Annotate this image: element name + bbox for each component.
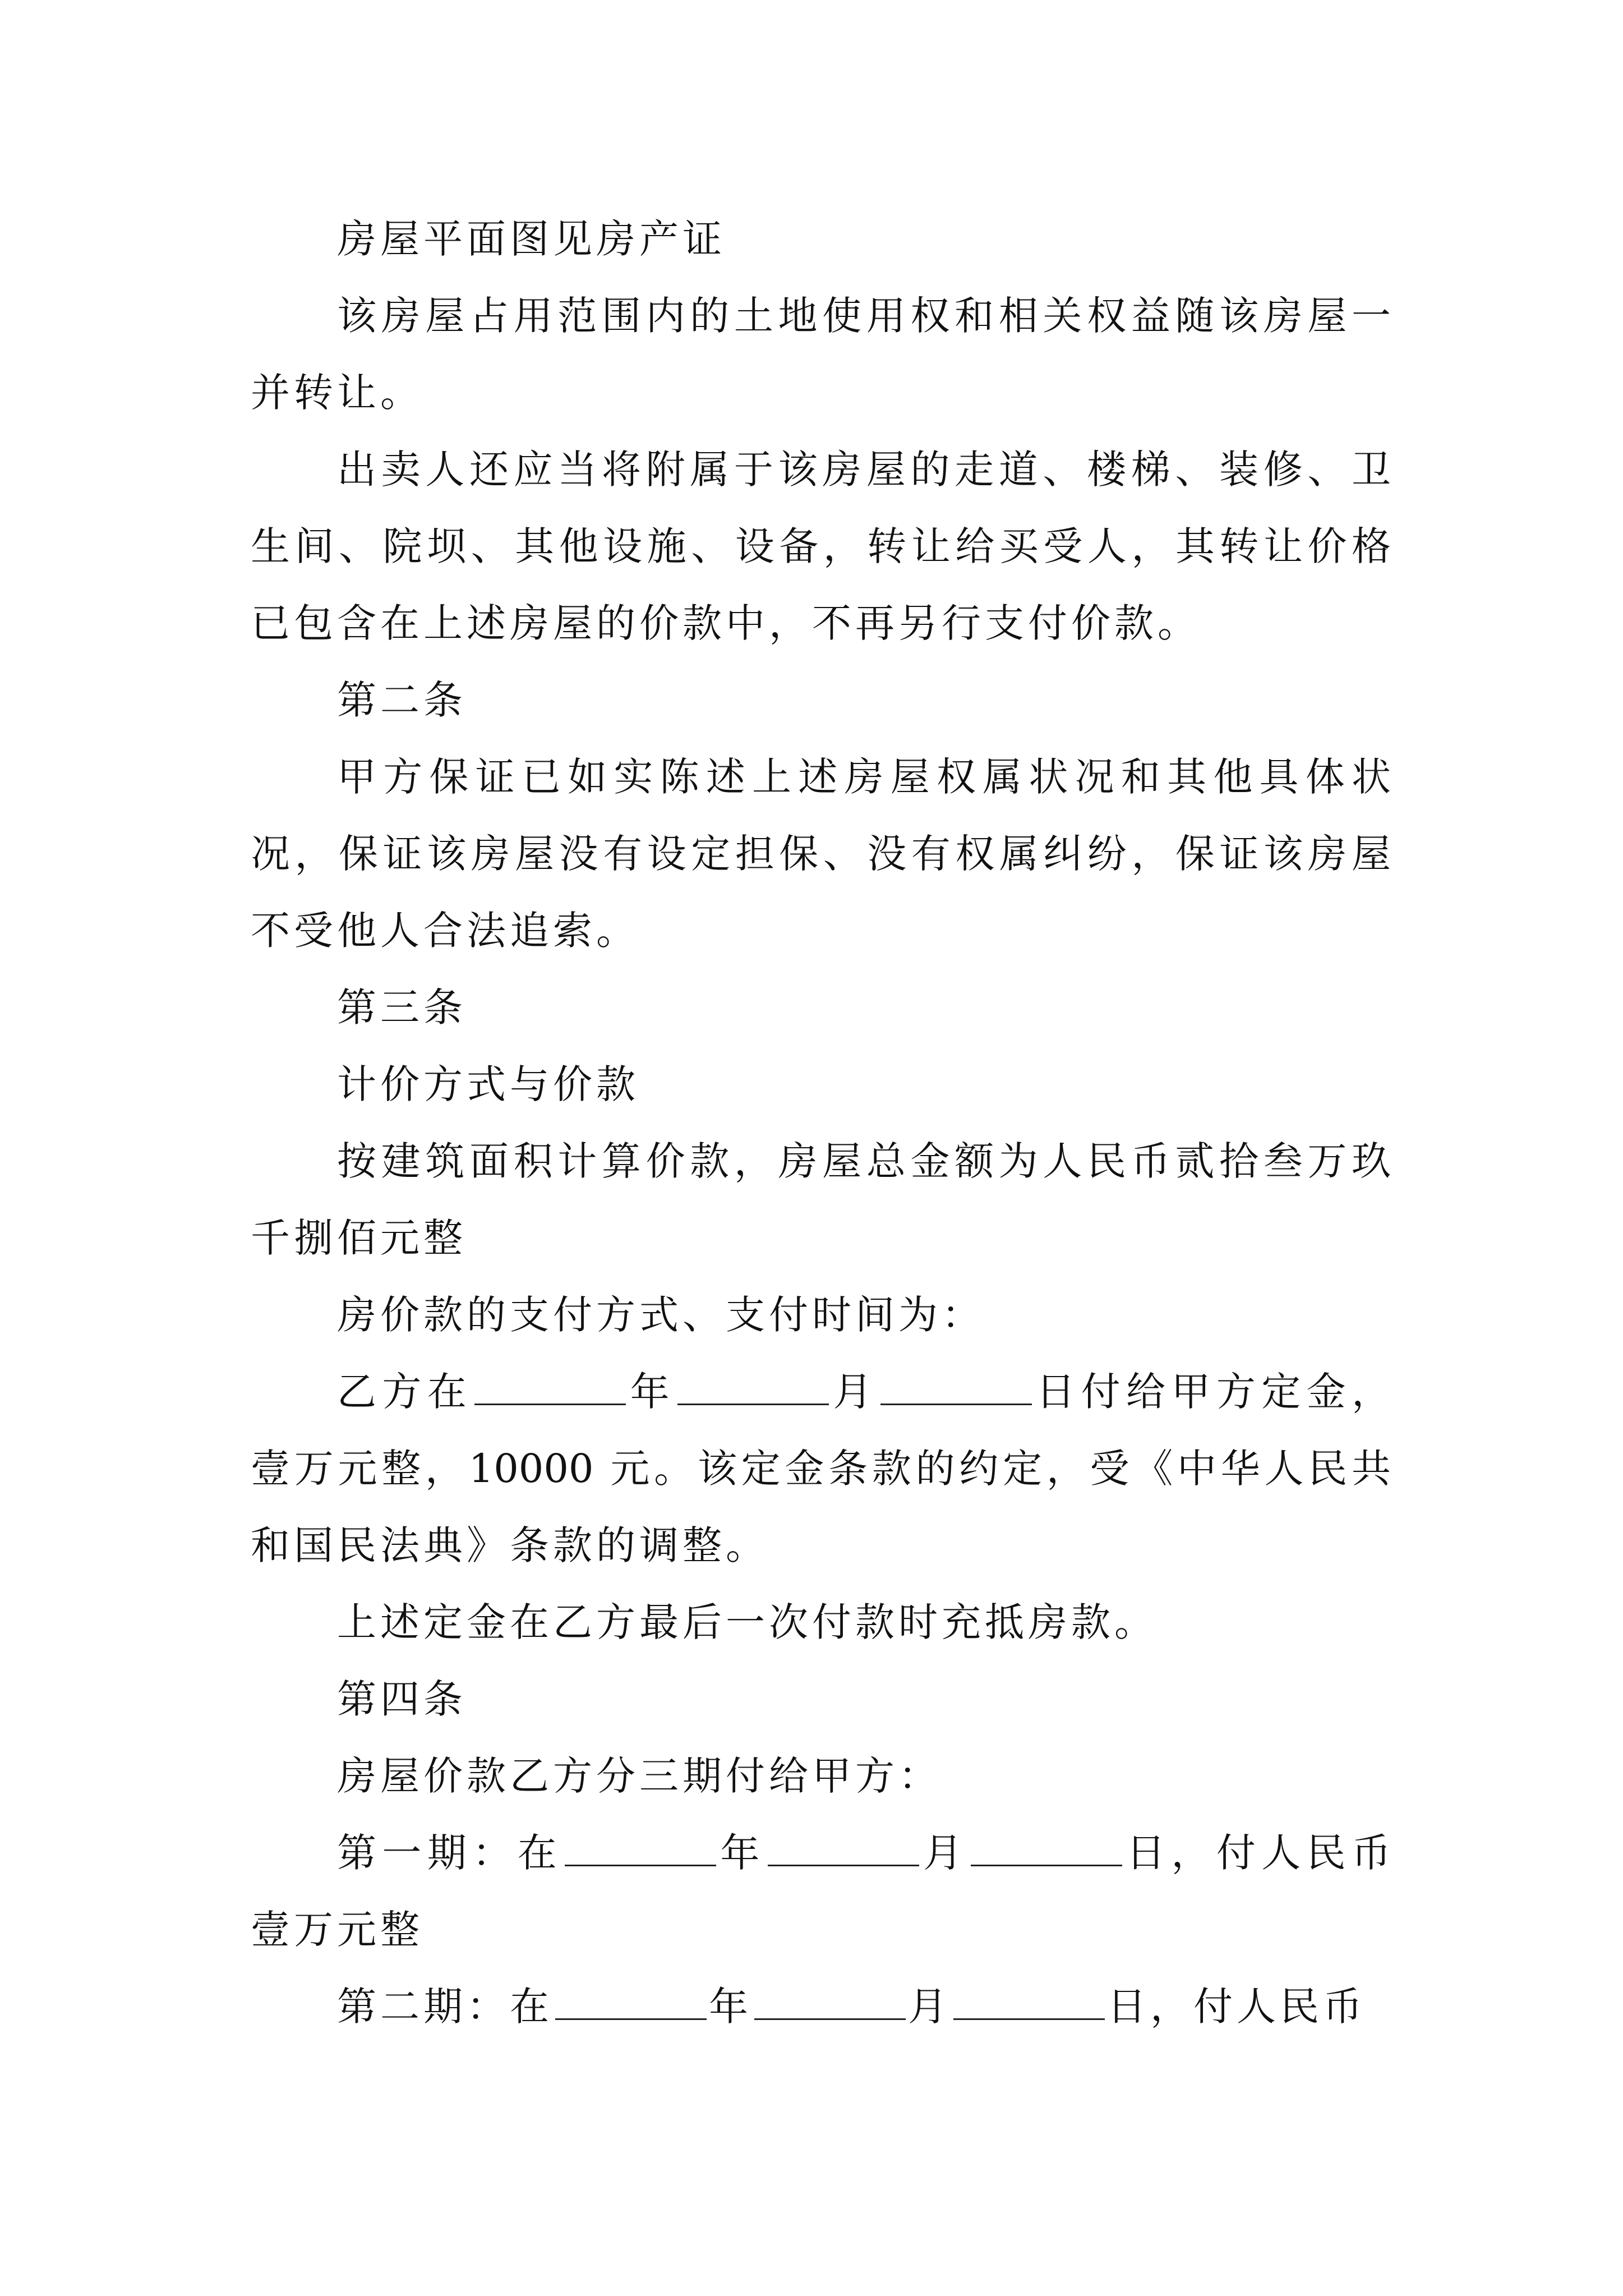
deposit-month-label: 月 xyxy=(831,1369,878,1415)
paragraph-installments: 房屋价款乙方分三期付给甲方： xyxy=(337,1753,942,1799)
installment-one-month-blank[interactable] xyxy=(768,1831,919,1866)
installment-one-year-blank[interactable] xyxy=(565,1831,716,1866)
deposit-suffix: 日付给甲方定金，壹万元整， xyxy=(251,1369,1395,1492)
installment-one-day-blank[interactable] xyxy=(971,1831,1122,1866)
installment-two-prefix: 第二期：在 xyxy=(337,1984,553,2030)
article-two-heading: 第二条 xyxy=(337,677,467,723)
paragraph-total-price: 按建筑面积计算价款，房屋总金额为人民币贰拾叁万玖千捌佰元整 xyxy=(251,1138,1395,1261)
installment-one-prefix: 第一期：在 xyxy=(337,1830,562,1876)
installment-two-month-label: 月 xyxy=(908,1984,951,2030)
paragraph-land-rights: 该房屋占用范围内的土地使用权和相关权益随该房屋一并转让。 xyxy=(251,293,1395,416)
paragraph-guarantee: 甲方保证已如实陈述上述房屋权属状况和其他具体状况，保证该房屋没有设定担保、没有权属纠纷，保证该房屋不受他人合法追索。 xyxy=(251,754,1395,954)
deposit-month-blank[interactable] xyxy=(677,1370,829,1405)
installment-one-month-label: 月 xyxy=(921,1830,969,1876)
installment-one-year-label: 年 xyxy=(718,1830,766,1876)
installment-two-day-blank[interactable] xyxy=(953,1985,1105,2020)
installment-two-suffix: 日，付人民币 xyxy=(1107,1984,1366,2030)
deposit-rest: 元。该定金条款的约定，受《中华人民共和国民法典》条款的调整。 xyxy=(251,1446,1395,1568)
paragraph-floor-plan: 房屋平面图见房产证 xyxy=(337,216,726,262)
deposit-prefix: 乙方在 xyxy=(337,1369,473,1415)
installment-one-suffix: 日，付人民币壹万元整 xyxy=(251,1830,1395,1953)
paragraph-payment-method: 房价款的支付方式、支付时间为： xyxy=(337,1292,985,1338)
article-three-heading: 第三条 xyxy=(337,984,467,1030)
paragraph-installment-two xyxy=(251,1968,1395,2045)
installment-two-year-blank[interactable] xyxy=(555,1985,707,2020)
paragraph-deposit-offset: 上述定金在乙方最后一次付款时充抵房款。 xyxy=(337,1599,1158,1645)
deposit-year-blank[interactable] xyxy=(474,1370,626,1405)
deposit-day-blank[interactable] xyxy=(880,1370,1032,1405)
document-body xyxy=(251,201,1395,2045)
paragraph-installment-one xyxy=(251,1815,1395,1968)
article-four-heading: 第四条 xyxy=(337,1676,467,1722)
installment-two-month-blank[interactable] xyxy=(754,1985,906,2020)
deposit-amount: 10000 xyxy=(468,1446,594,1492)
paragraph-deposit xyxy=(251,1354,1395,1584)
deposit-year-label: 年 xyxy=(628,1369,676,1415)
paragraph-pricing-method: 计价方式与价款 xyxy=(337,1061,639,1107)
paragraph-attachments: 出卖人还应当将附属于该房屋的走道、楼梯、装修、卫生间、院坝、其他设施、设备，转让给买受人，其转让价格已包含在上述房屋的价款中，不再另行支付价款。 xyxy=(251,447,1395,646)
installment-two-year-label: 年 xyxy=(709,1984,752,2030)
